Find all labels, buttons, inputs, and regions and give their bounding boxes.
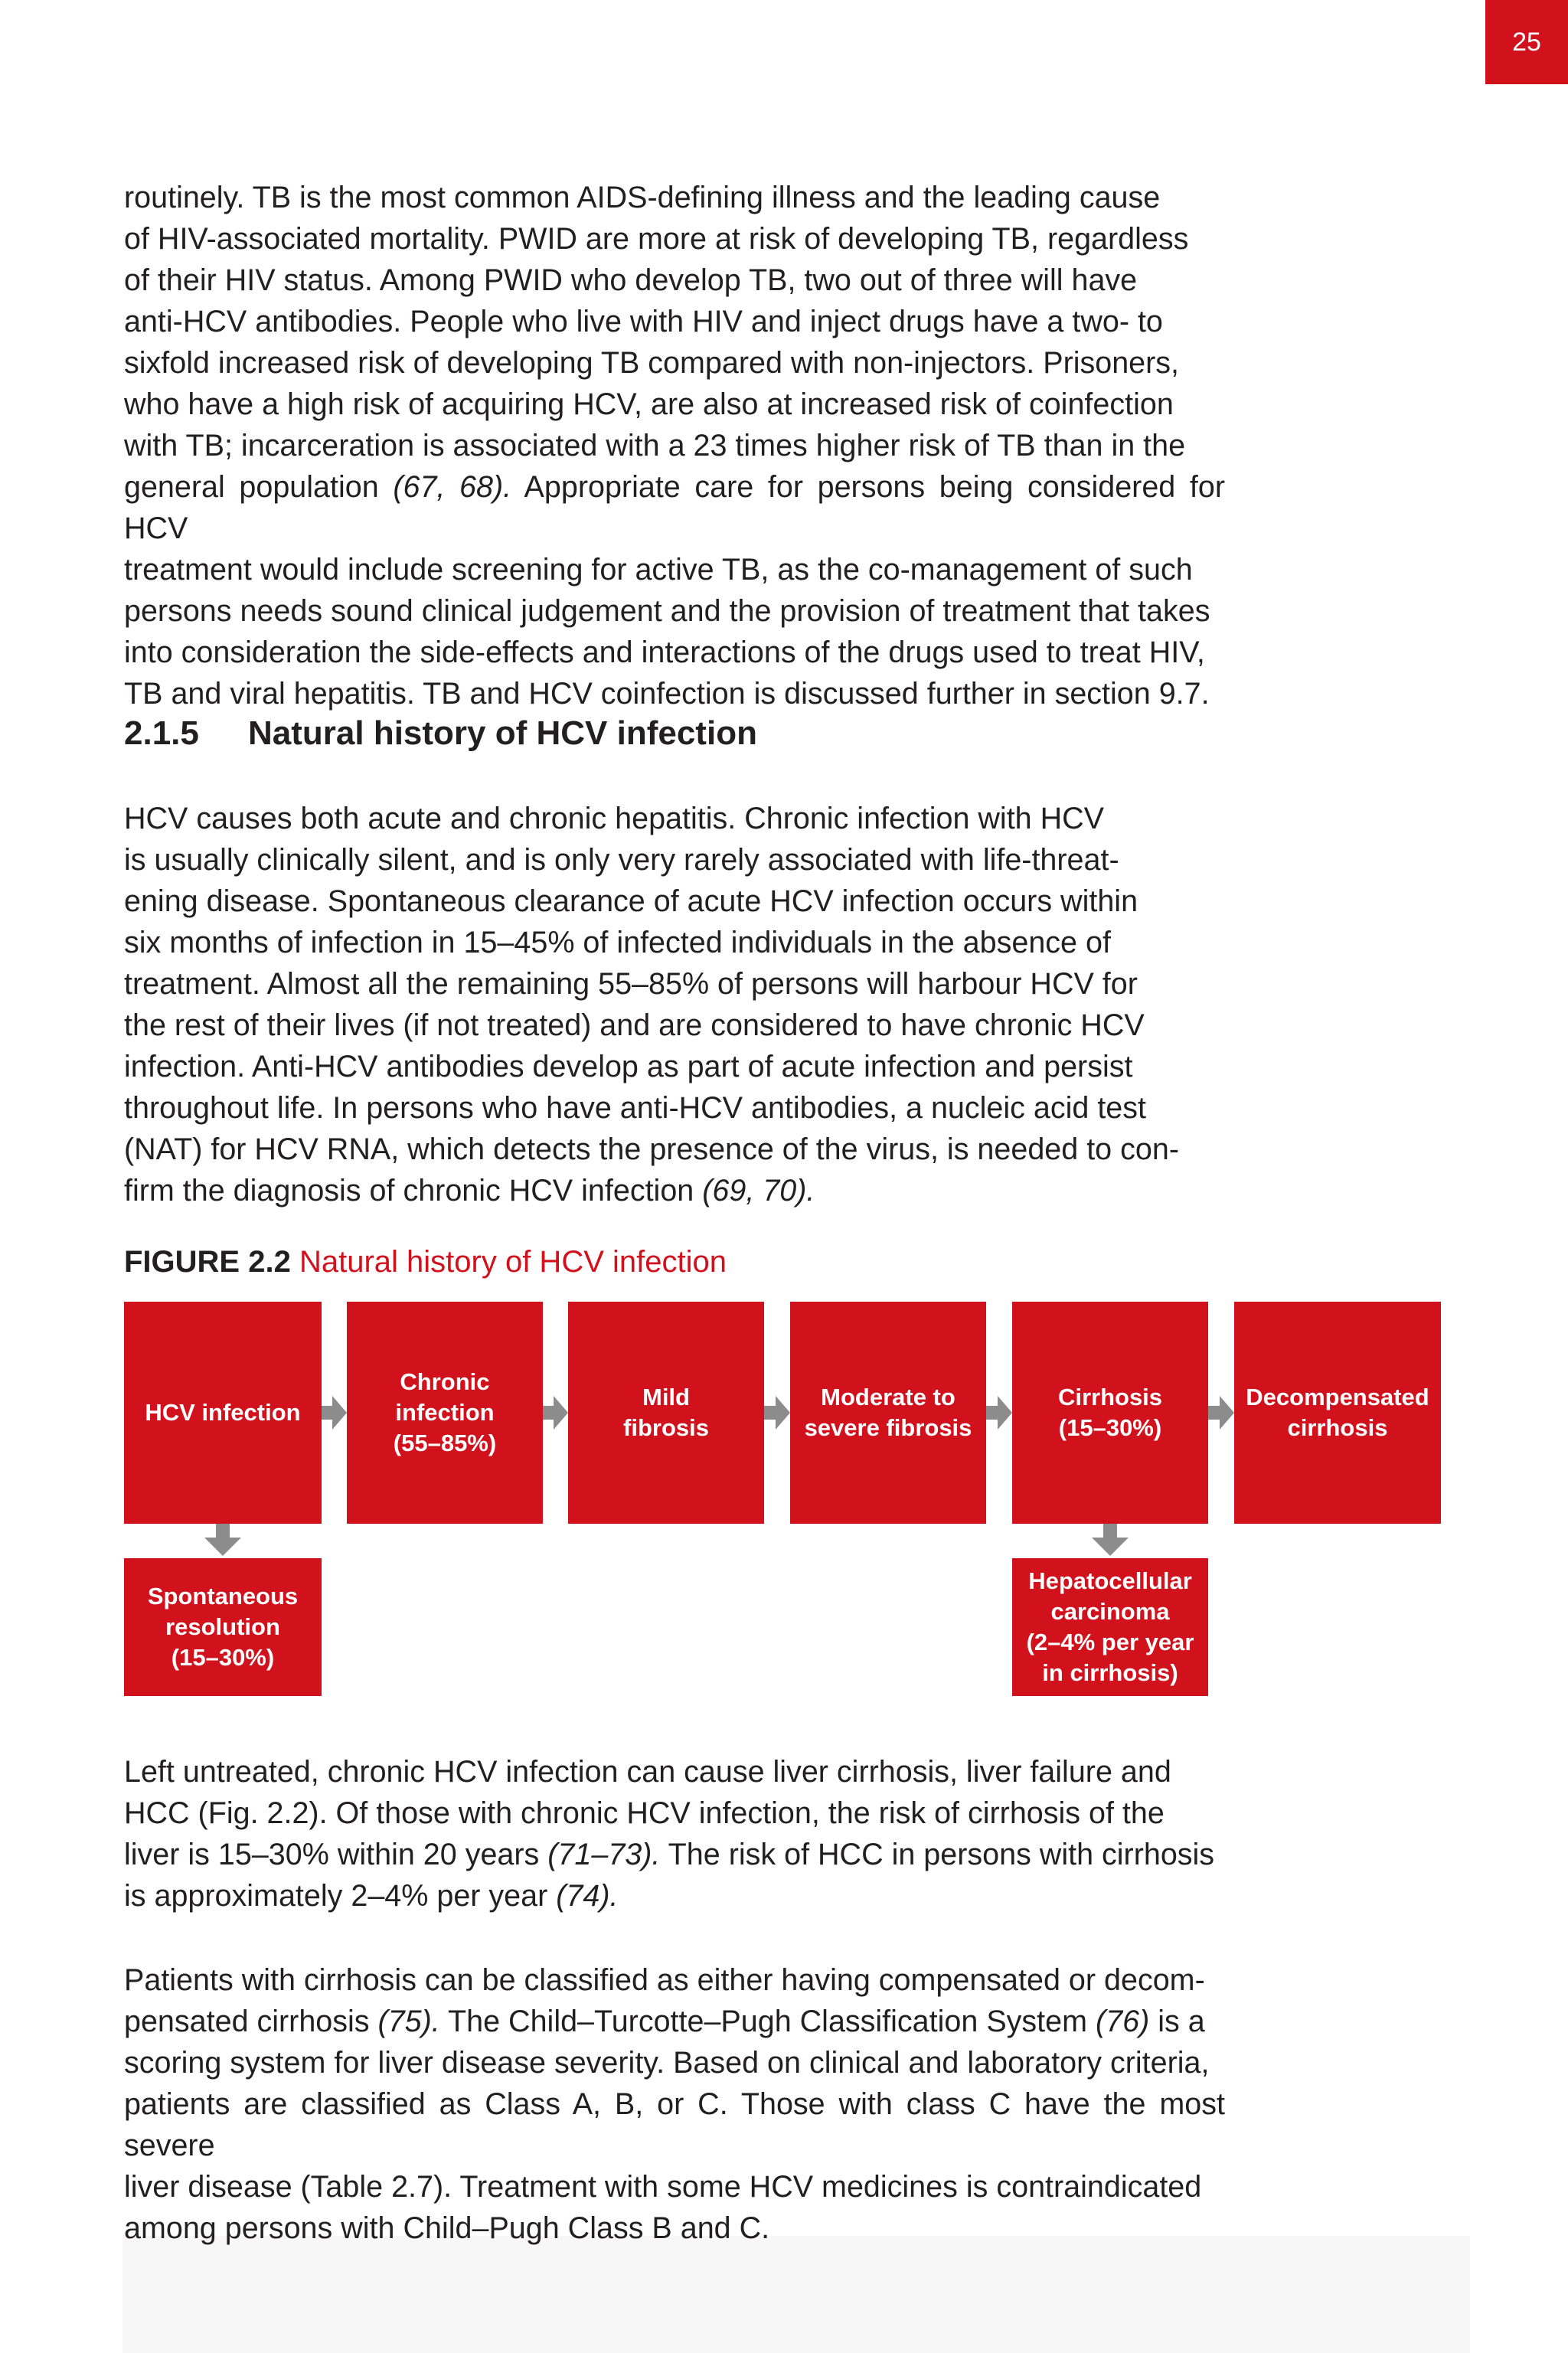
down-arrow-icon	[1090, 1524, 1130, 1558]
box-hepatocellular-carcinoma: Hepatocellular carcinoma (2–4% per year in cirrhosis)	[1012, 1558, 1208, 1696]
box-spontaneous-resolution: Spontaneous resolution (15–30%)	[124, 1558, 322, 1696]
paragraph-text: Patients with cirrhosis can be classified as either having compensated or decom- pensated cirrhosis	[124, 1963, 1205, 2038]
box-hcv-infection: HCV infection	[124, 1302, 322, 1524]
right-arrow-icon	[322, 1393, 347, 1433]
box-decompensated-cirrhosis: Decompensated cirrhosis	[1234, 1302, 1441, 1524]
section-number: 2.1.5	[124, 714, 199, 752]
figure-caption	[124, 1240, 727, 1283]
right-arrow-icon	[764, 1393, 790, 1433]
paragraph-cirrhosis-classification	[124, 1959, 1225, 2249]
box-mild-fibrosis: Mild fibrosis	[568, 1302, 764, 1524]
citation: (75).	[377, 2005, 440, 2038]
paragraph-text: The risk of HCC in persons with cirrhosis is approximately 2–4% per year	[124, 1838, 1215, 1913]
footer-shade	[122, 2236, 1470, 2353]
paragraph-text: HCV causes both acute and chronic hepatitis. Chronic infection with HCV is usually clinically silent, and is only very rarely associated with life-threat- ening disease. Spontaneous clearance of acute HCV infection occurs within six months of infection in 15–45% of infected individuals in the absence of treatment. Almost all the remaining 55–85% of persons will harbour HCV for the rest of their lives (if not treated) and are considered to have chronic HCV infection. Anti-HCV antibodies develop as part of acute infection and persist throughout life. In persons who have anti-HCV antibodies, a nucleic acid test (NAT) for HCV RNA, which detects the presence of the virus, is needed to con- firm the diagnosis of chronic HCV infection	[124, 802, 1179, 1208]
right-arrow-icon	[986, 1393, 1012, 1433]
section-heading	[124, 711, 757, 757]
citation: (69, 70).	[702, 1174, 815, 1208]
paragraph-text: routinely. TB is the most common AIDS-defining illness and the leading cause of HIV-associated mortality. PWID are more at risk of developing TB, regardless of their HIV status. Among PWID who develop TB, two out of three will have anti-HCV antibodies. People who live with HIV and inject drugs have a two- to sixfold increased risk of developing TB compared with non-injectors. Prisoners, who have a high risk of acquiring HCV, are also at increased risk of coinfection with TB; incarceration is associated with a 23 times higher risk of TB than in the general population	[124, 181, 1189, 504]
figure-label: FIGURE 2.2	[124, 1245, 291, 1279]
paragraph-text: The Child–Turcotte–Pugh Classification System	[439, 2005, 1096, 2038]
box-moderate-fibrosis: Moderate to severe fibrosis	[790, 1302, 986, 1524]
paragraph-text: is a scoring system for liver disease severity. Based on clinical and laboratory criteria, patients are classified as Class A, B, or C. Those with class C have the most severe liver disease (Table 2.7). Treatment with some HCV medicines is contraindicated among persons with Child–Pugh Class B and C.	[124, 2005, 1225, 2245]
paragraph-text: Left untreated, chronic HCV infection can cause liver cirrhosis, liver failure and HCC (Fig. 2.2). Of those with chronic HCV infection, the risk of cirrhosis of the liver is 15–30% within 20 years	[124, 1755, 1171, 1871]
figure-title: Natural history of HCV infection	[299, 1245, 727, 1279]
citation: (74).	[556, 1879, 619, 1913]
citation: (71–73).	[547, 1838, 661, 1871]
box-cirrhosis: Cirrhosis (15–30%)	[1012, 1302, 1208, 1524]
paragraph-natural-history	[124, 798, 1225, 1211]
down-arrow-icon	[203, 1524, 243, 1558]
right-arrow-icon	[543, 1393, 568, 1433]
paragraph-text: Appropriate care for persons being considered for HCV treatment would include screening for active TB, as the co-management of such persons needs sound clinical judgement and the provision of treatment that takes into consideration the side-effects and interactions of the drugs used to treat HIV, TB and viral hepatitis. TB and HCV coinfection is discussed further in section 9.7.	[124, 470, 1225, 711]
box-chronic-infection: Chronic infection (55–85%)	[347, 1302, 543, 1524]
paragraph-tb-coinfection	[124, 177, 1225, 714]
citation: (67, 68).	[393, 470, 512, 504]
right-arrow-icon	[1208, 1393, 1234, 1433]
citation: (76)	[1095, 2005, 1150, 2038]
section-title: Natural history of HCV infection	[248, 714, 757, 752]
paragraph-untreated-hcv	[124, 1751, 1225, 1917]
page-number: 25	[1485, 0, 1568, 84]
